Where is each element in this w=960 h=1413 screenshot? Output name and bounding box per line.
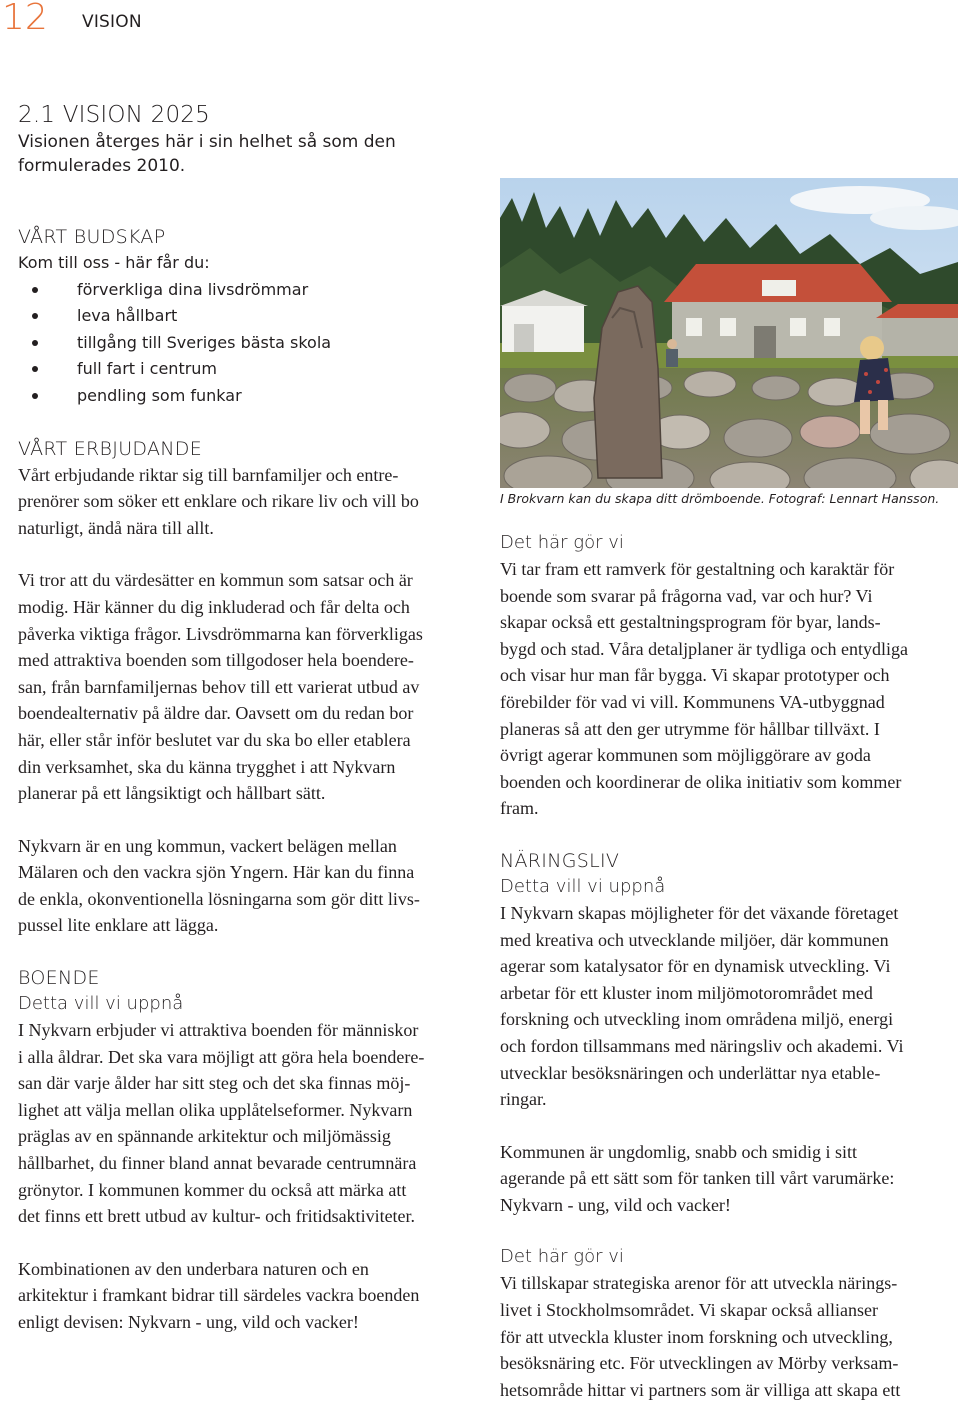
erbjudande-text: Vårt erbjudande riktar sig till barnfamiljer och entre- prenörer som söker ett enklare och rikare liv och vill bo naturligt, ändå nära till allt. — [18, 464, 419, 538]
running-header: VISION — [82, 12, 142, 32]
naringsliv-subheading: Detta vill vi uppnå — [500, 875, 666, 897]
page-number: 12 — [2, 0, 48, 38]
section-title: 2.1 VISION 2025 — [18, 102, 210, 128]
right-column — [500, 178, 956, 1403]
vision-paragraph-1: Vi tror att du värdesätter en kommun som satsar och är modig. Här känner du dig inkluderad och får delta och påverka viktiga frågor. Livsdrömmarna kan förverkligas med attraktiva boenden som tillgodoser hela boendere- san, från barnfamiljernas behov till ett varierat utbud av boendealternativ på äldre dar. Oavsett om du redan bor här, eller står inför beslutet var du ska bo eller etablera din verksamhet, ska du känna trygghet i att Nykvarn planerar på ett långsiktigt och hållbart sätt. — [18, 570, 423, 804]
bullet-icon — [32, 366, 38, 372]
budskap-lead: Kom till oss - här får du: — [18, 253, 210, 272]
list-item: pendling som funkar — [18, 383, 484, 410]
erbjudande-heading: VÅRT ERBJUDANDE — [18, 437, 203, 460]
boende-paragraph-1: I Nykvarn erbjuder vi attraktiva boenden för människor i alla åldrar. Det ska vara möjligt att göra hela boendere- san där varje ålder har sitt steg och det ska finnas möj- lighet att välja mellan olika upplåtelseformer. Nykvarn präglas av en spännande arkitektur och miljömässig hållbarhet, du finner bland annat bevarade centrumnära grönytor. I kommunen kommer du också att märka att det finns ett brett utbud av kultur- och fritidsaktiviteter. — [18, 1020, 425, 1227]
list-item: förverkliga dina livsdrömmar — [18, 277, 484, 304]
gor-vi-heading-2: Det här gör vi — [500, 1246, 624, 1268]
gor-vi-heading-1: Det här gör vi — [500, 532, 624, 553]
boende-heading: BOENDE — [18, 967, 100, 990]
list-item: leva hållbart — [18, 303, 484, 330]
naringsliv-paragraph-2: Kommunen är ungdomlig, snabb och smidig i sitt agerande på ett sätt som för tanken till vårt varumärke: Nykvarn - ung, vild och vacker! — [500, 1141, 895, 1215]
vision-paragraph-2: Nykvarn är en ung kommun, vackert belägen mellan Mälaren och den vackra sjön Yngern. Här kan du finna de enkla, okonventionella lösningarna som gör ditt livs- pussel lite enklare att lägga. — [18, 835, 420, 936]
bullet-icon — [32, 287, 38, 293]
list-item: tillgång till Sveriges bästa skola — [18, 330, 484, 357]
brokvarn-photo — [500, 178, 958, 488]
naringsliv-paragraph-1: I Nykvarn skapas möjligheter för det växande företaget med kreativa och utvecklande miljöer, där kommunen agerar som katalysator för en dynamisk utveckling. Vi arbetar för ett kluster inom miljömotorområdet med forskning och utveckling inom områdena miljö, energi och fordon tillsammans med näringsliv och akademi. Vi utvecklar besöksnäringen och underlättar nya etable- ringar. — [500, 902, 904, 1110]
list-item: full fart i centrum — [18, 356, 484, 383]
boende-paragraph-2: Kombinationen av den underbara naturen och en arkitektur i framkant bidrar till särdeles vackra boenden enligt devisen: Nykvarn - ung, vild och vacker! — [18, 1258, 420, 1332]
naringsliv-heading: NÄRINGSLIV — [500, 849, 620, 872]
budskap-list — [18, 277, 484, 410]
bullet-icon — [32, 340, 38, 346]
bullet-icon — [32, 313, 38, 319]
photo-caption: I Brokvarn kan du skapa ditt drömboende. Fotograf: Lennart Hansson. — [500, 491, 940, 506]
section-intro: Visionen återges här i sin helhet så som den formulerades 2010. — [18, 132, 396, 176]
gor-vi-paragraph-1: Vi tar fram ett ramverk för gestaltning och karaktär för boende som svarar på frågorna vad, var och hur? Vi skapar också ett gestaltningsprogram för byar, lands- bygd och stad. Våra detaljplaner är tydliga och entydliga och visar hur man får bygga. Vi skapar prototyper och förebilder för vad vi vill. Kommunens VA-utbyggnad planeras så att den ger utrymme för hållbar tillväxt. I övrigt agerar kommunen som möjliggörare av goda boenden och koordinerar de olika initiativ som kommer fram. — [500, 559, 909, 819]
left-column — [18, 100, 484, 1336]
budskap-heading: VÅRT BUDSKAP — [18, 226, 166, 248]
bullet-icon — [32, 393, 38, 399]
gor-vi-paragraph-2: Vi tillskapar strategiska arenor för att utveckla närings- livet i Stockholmsområdet. Vi skapar också allianser för att utveckla kluster inom forskning och utveckling, besöksnäring etc. För utvecklingen av Mörby verksam- hetsområde hittar vi partners som är villiga att skapa ett — [500, 1273, 901, 1400]
boende-subheading: Detta vill vi uppnå — [18, 993, 184, 1015]
